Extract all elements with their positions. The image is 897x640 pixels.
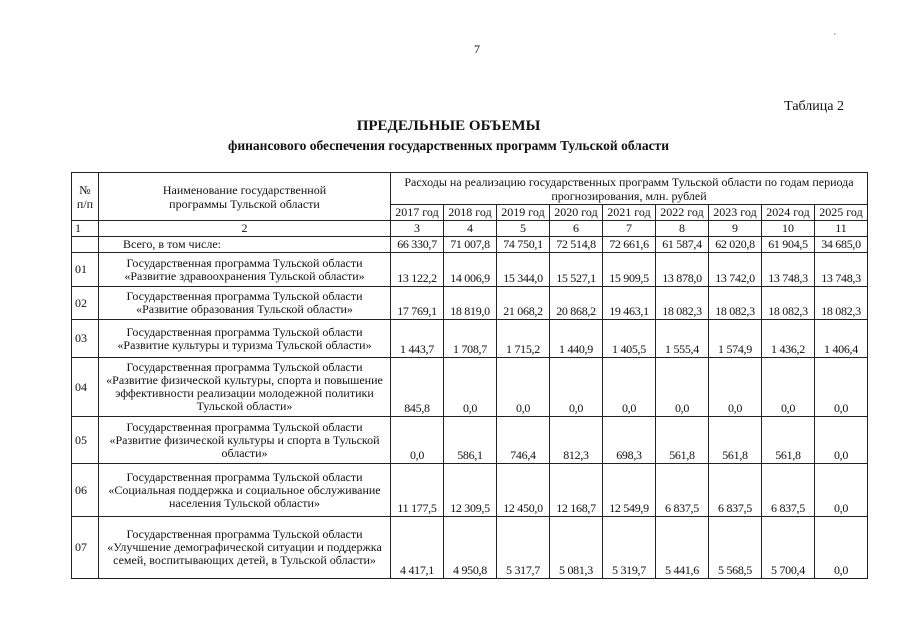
- value-cell: 21 068,2: [497, 287, 550, 320]
- value-cell: 18 082,3: [815, 287, 868, 320]
- value-cell: 6 837,5: [762, 464, 815, 517]
- table-row: [72, 287, 868, 320]
- value-cell: 72 514,8: [550, 237, 603, 253]
- value-cell: 4 417,1: [391, 517, 444, 579]
- value-cell: 18 082,3: [709, 287, 762, 320]
- value-cell: 0,0: [815, 464, 868, 517]
- column-number: 6: [550, 221, 603, 237]
- value-cell: 1 436,2: [762, 320, 815, 358]
- value-cell: 6 837,5: [656, 464, 709, 517]
- header-name: Наименование государственной программы Тульской области: [99, 173, 391, 221]
- column-number: 2: [99, 221, 391, 237]
- value-cell: 72 661,6: [603, 237, 656, 253]
- value-cell: 66 330,7: [391, 237, 444, 253]
- program-name: Государственная программа Тульской области «Развитие здравоохранения Тульской области»: [99, 253, 391, 287]
- value-cell: 13 748,3: [815, 253, 868, 287]
- table-row: [72, 320, 868, 358]
- value-cell: 13 748,3: [762, 253, 815, 287]
- header-year: 2021 год: [603, 205, 656, 221]
- value-cell: 17 769,1: [391, 287, 444, 320]
- value-cell: 561,8: [762, 417, 815, 464]
- value-cell: 12 168,7: [550, 464, 603, 517]
- row-number: 06: [72, 464, 99, 517]
- row-number: 01: [72, 253, 99, 287]
- row-number: 05: [72, 417, 99, 464]
- value-cell: 13 742,0: [709, 253, 762, 287]
- value-cell: 5 700,4: [762, 517, 815, 579]
- table-row: [72, 358, 868, 417]
- value-cell: 5 568,5: [709, 517, 762, 579]
- header-year: 2018 год: [444, 205, 497, 221]
- value-cell: 698,3: [603, 417, 656, 464]
- value-cell: 5 317,7: [497, 517, 550, 579]
- value-cell: 19 463,1: [603, 287, 656, 320]
- program-name: Государственная программа Тульской области «Развитие культуры и туризма Тульской области»: [99, 320, 391, 358]
- value-cell: 13 878,0: [656, 253, 709, 287]
- value-cell: 586,1: [444, 417, 497, 464]
- header-expenses: Расходы на реализацию государственных программ Тульской области по годам периода прогнозирования, млн. рублей: [391, 173, 868, 205]
- value-cell: 12 549,9: [603, 464, 656, 517]
- program-name: Государственная программа Тульской области «Развитие образования Тульской области»: [99, 287, 391, 320]
- header-row: [72, 173, 868, 205]
- value-cell: 812,3: [550, 417, 603, 464]
- header-year: 2025 год: [815, 205, 868, 221]
- header-year: 2022 год: [656, 205, 709, 221]
- column-number: 7: [603, 221, 656, 237]
- document-title: ПРЕДЕЛЬНЫЕ ОБЪЕМЫ: [356, 118, 541, 134]
- value-cell: 12 450,0: [497, 464, 550, 517]
- value-cell: 4 950,8: [444, 517, 497, 579]
- value-cell: 15 909,5: [603, 253, 656, 287]
- column-number: 4: [444, 221, 497, 237]
- row-number: 03: [72, 320, 99, 358]
- header-year: 2020 год: [550, 205, 603, 221]
- page-number: 7: [474, 42, 480, 56]
- value-cell: 11 177,5: [391, 464, 444, 517]
- value-cell: 12 309,5: [444, 464, 497, 517]
- table-row: [72, 517, 868, 579]
- column-number-row: [72, 221, 868, 237]
- row-number: [72, 237, 99, 253]
- value-cell: 1 406,4: [815, 320, 868, 358]
- program-name: Государственная программа Тульской области «Развитие физической культуры, спорта и повышение эффективности реализации молодежной политики Тульской области»: [99, 358, 391, 417]
- value-cell: 5 081,3: [550, 517, 603, 579]
- table-row: [72, 417, 868, 464]
- value-cell: 0,0: [444, 358, 497, 417]
- table-label: Таблица 2: [784, 99, 844, 114]
- value-cell: 6 837,5: [709, 464, 762, 517]
- value-cell: 0,0: [603, 358, 656, 417]
- header-year: 2019 год: [497, 205, 550, 221]
- value-cell: 61 587,4: [656, 237, 709, 253]
- value-cell: 1 555,4: [656, 320, 709, 358]
- value-cell: 61 904,5: [762, 237, 815, 253]
- table-row: [72, 464, 868, 517]
- value-cell: 0,0: [656, 358, 709, 417]
- scan-mark: ˊ: [833, 33, 837, 44]
- header-year: 2023 год: [709, 205, 762, 221]
- value-cell: 0,0: [815, 517, 868, 579]
- value-cell: 15 344,0: [497, 253, 550, 287]
- value-cell: 746,4: [497, 417, 550, 464]
- value-cell: 0,0: [815, 358, 868, 417]
- column-number: 9: [709, 221, 762, 237]
- program-name: Государственная программа Тульской области «Улучшение демографической ситуации и поддержка семей, воспитывающих детей, в Тульской области»: [99, 517, 391, 579]
- value-cell: 5 441,6: [656, 517, 709, 579]
- value-cell: 1 708,7: [444, 320, 497, 358]
- column-number: 5: [497, 221, 550, 237]
- program-name: Государственная программа Тульской области «Развитие физической культуры и спорта в Тульской области»: [99, 417, 391, 464]
- row-number: 02: [72, 287, 99, 320]
- value-cell: 34 685,0: [815, 237, 868, 253]
- table-row: [72, 237, 868, 253]
- row-number: 07: [72, 517, 99, 579]
- value-cell: 1 440,9: [550, 320, 603, 358]
- value-cell: 20 868,2: [550, 287, 603, 320]
- header-year: 2017 год: [391, 205, 444, 221]
- value-cell: 15 527,1: [550, 253, 603, 287]
- value-cell: 0,0: [550, 358, 603, 417]
- row-number: 04: [72, 358, 99, 417]
- value-cell: 845,8: [391, 358, 444, 417]
- value-cell: 0,0: [391, 417, 444, 464]
- column-number: 11: [815, 221, 868, 237]
- value-cell: 13 122,2: [391, 253, 444, 287]
- value-cell: 1 574,9: [709, 320, 762, 358]
- value-cell: 5 319,7: [603, 517, 656, 579]
- value-cell: 0,0: [815, 417, 868, 464]
- document-subtitle: финансового обеспечения государственных программ Тульской области: [228, 138, 669, 153]
- value-cell: 0,0: [762, 358, 815, 417]
- program-name: Государственная программа Тульской области «Социальная поддержка и социальное обслуживание населения Тульской области»: [99, 464, 391, 517]
- value-cell: 71 007,8: [444, 237, 497, 253]
- value-cell: 0,0: [497, 358, 550, 417]
- budget-table: [71, 172, 868, 579]
- column-number: 1: [72, 221, 99, 237]
- column-number: 10: [762, 221, 815, 237]
- column-number: 8: [656, 221, 709, 237]
- value-cell: 18 082,3: [762, 287, 815, 320]
- value-cell: 1 443,7: [391, 320, 444, 358]
- header-year: 2024 год: [762, 205, 815, 221]
- value-cell: 18 819,0: [444, 287, 497, 320]
- value-cell: 1 715,2: [497, 320, 550, 358]
- value-cell: 1 405,5: [603, 320, 656, 358]
- value-cell: 18 082,3: [656, 287, 709, 320]
- table-row: [72, 253, 868, 287]
- value-cell: 561,8: [656, 417, 709, 464]
- value-cell: 74 750,1: [497, 237, 550, 253]
- column-number: 3: [391, 221, 444, 237]
- program-name: Всего, в том числе:: [99, 237, 391, 253]
- value-cell: 14 006,9: [444, 253, 497, 287]
- value-cell: 62 020,8: [709, 237, 762, 253]
- header-no: № п/п: [72, 173, 99, 221]
- value-cell: 561,8: [709, 417, 762, 464]
- value-cell: 0,0: [709, 358, 762, 417]
